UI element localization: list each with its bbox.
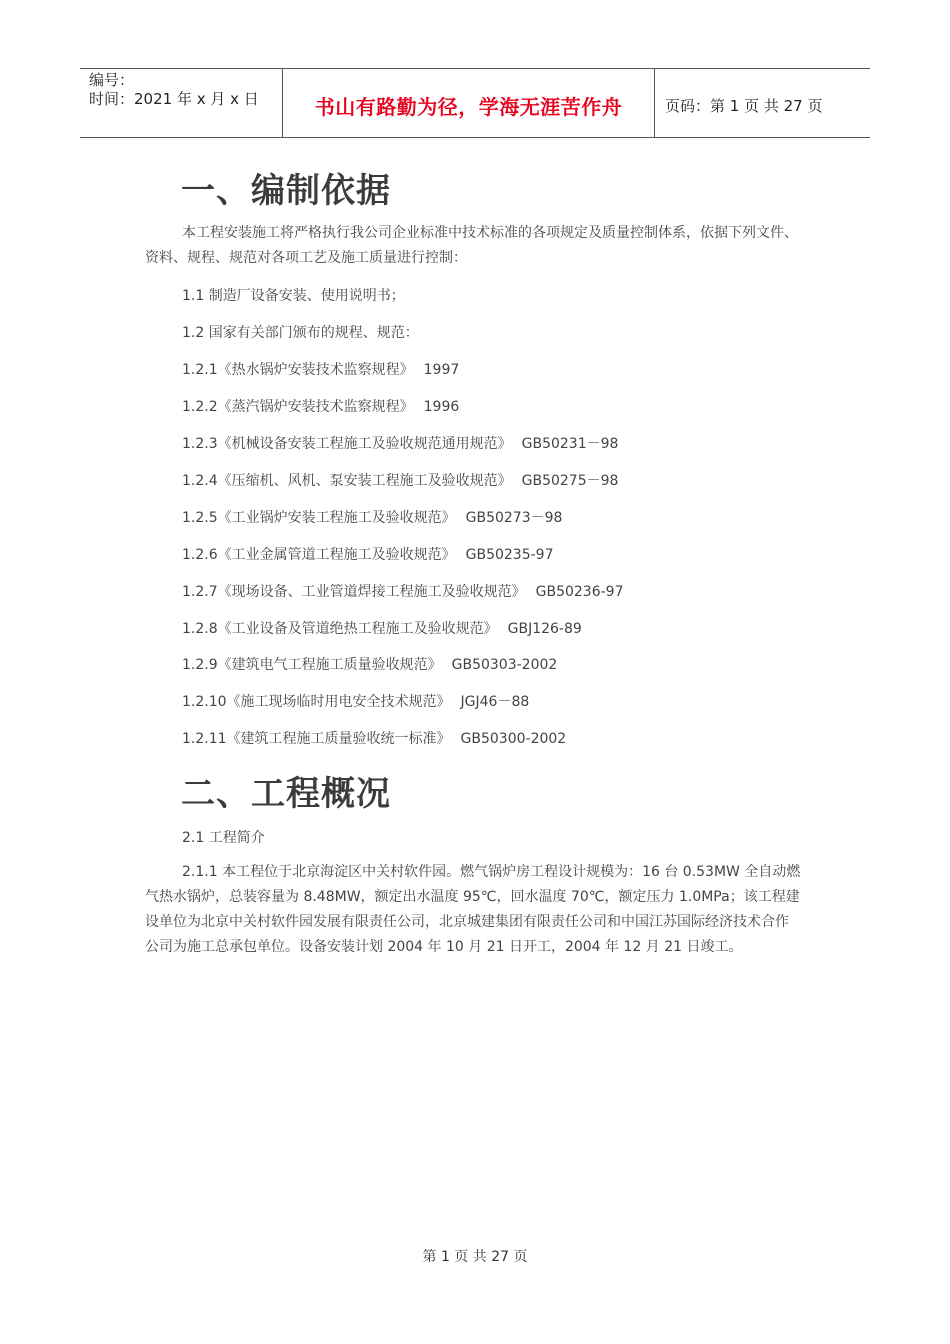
time-label: 时间：2021 年 x 月 x 日 [89, 90, 259, 108]
item-code: GB50273－98 [465, 510, 563, 526]
item-code: GB50303-2002 [451, 657, 558, 673]
item-code: GB50236-97 [535, 584, 624, 600]
header-page-info: 页码：第 1 页 共 27 页 [665, 96, 823, 115]
item-text: 1.2.9《建筑电气工程施工质量验收规范》 [182, 657, 442, 673]
section1-title: 一、编制依据 [181, 171, 391, 211]
list-item [182, 470, 618, 490]
section2-subtitle: 2.1 工程简介 [182, 830, 265, 846]
item-text: 1.2.1《热水锅炉安装技术监察规程》 [182, 362, 414, 378]
list-item [182, 581, 623, 601]
section2-title: 二、工程概况 [181, 774, 391, 814]
item-code: GB50300-2002 [460, 731, 567, 747]
item-text: 1.2.7《现场设备、工业管道焊接工程施工及验收规范》 [182, 584, 526, 600]
list-item [182, 728, 566, 748]
header-motto: 书山有路勤为径，学海无涯苦作舟 [282, 69, 655, 137]
body-line-1: 2.1.1 本工程位于北京海淀区中关村软件园。燃气锅炉房工程设计规模为：16 台 0.53MW 全自动燃 [182, 864, 801, 880]
section2-body [145, 860, 820, 960]
item-code: 1996 [423, 399, 460, 415]
item-code: GB50231－98 [521, 436, 619, 452]
item-text: 1.2 国家有关部门颁布的规程、规范： [182, 325, 419, 341]
item-code: 1997 [423, 362, 460, 378]
body-line-2: 气热水锅炉，总装容量为 8.48MW，额定出水温度 95℃，回水温度 70℃，额定压力 1.0MPa；该工程建 [145, 889, 800, 905]
item-text: 1.2.11《建筑工程施工质量验收统一标准》 [182, 731, 451, 747]
item-text: 1.1 制造厂设备安装、使用说明书； [182, 288, 405, 304]
item-text: 1.2.10《施工现场临时用电安全技术规范》 [182, 694, 451, 710]
item-text: 1.2.3《机械设备安装工程施工及验收规范通用规范》 [182, 436, 512, 452]
intro-line-2: 资料、规程、规范对各项工艺及施工质量进行控制： [145, 250, 467, 266]
list-item [182, 359, 459, 379]
intro-line-1: 本工程安装施工将严格执行我公司企业标准中技术标准的各项规定及质量控制体系，依据下列文件、 [182, 225, 798, 241]
body-line-4: 公司为施工总承包单位。设备安装计划 2004 年 10 月 21 日开工，2004 年 12 月 21 日竣工。 [145, 939, 743, 955]
item-text: 1.2.8《工业设备及管道绝热工程施工及验收规范》 [182, 621, 498, 637]
list-item [182, 691, 529, 711]
header-meta [80, 69, 282, 137]
list-item [182, 285, 405, 305]
item-text: 1.2.5《工业锅炉安装工程施工及验收规范》 [182, 510, 456, 526]
document-header [80, 68, 870, 138]
page-footer: 第 1 页 共 27 页 [422, 1249, 528, 1265]
body-line-3: 设单位为北京中关村软件园发展有限责任公司，北京城建集团有限责任公司和中国江苏国际经济技术合作 [145, 914, 789, 930]
item-code: GB50235-97 [465, 547, 554, 563]
list-item [182, 654, 557, 674]
item-code: GB50275－98 [521, 473, 619, 489]
list-item [182, 396, 459, 416]
section1-intro [145, 221, 820, 271]
number-label: 编号： [89, 71, 135, 89]
item-code: GBJ126-89 [507, 621, 582, 637]
item-code: JGJ46－88 [460, 694, 530, 710]
list-item [182, 507, 562, 527]
list-item [182, 618, 582, 638]
list-item [182, 544, 553, 564]
list-item [182, 433, 618, 453]
list-item [182, 322, 419, 342]
item-text: 1.2.2《蒸汽锅炉安装技术监察规程》 [182, 399, 414, 415]
item-text: 1.2.4《压缩机、风机、泵安装工程施工及验收规范》 [182, 473, 512, 489]
item-text: 1.2.6《工业金属管道工程施工及验收规范》 [182, 547, 456, 563]
